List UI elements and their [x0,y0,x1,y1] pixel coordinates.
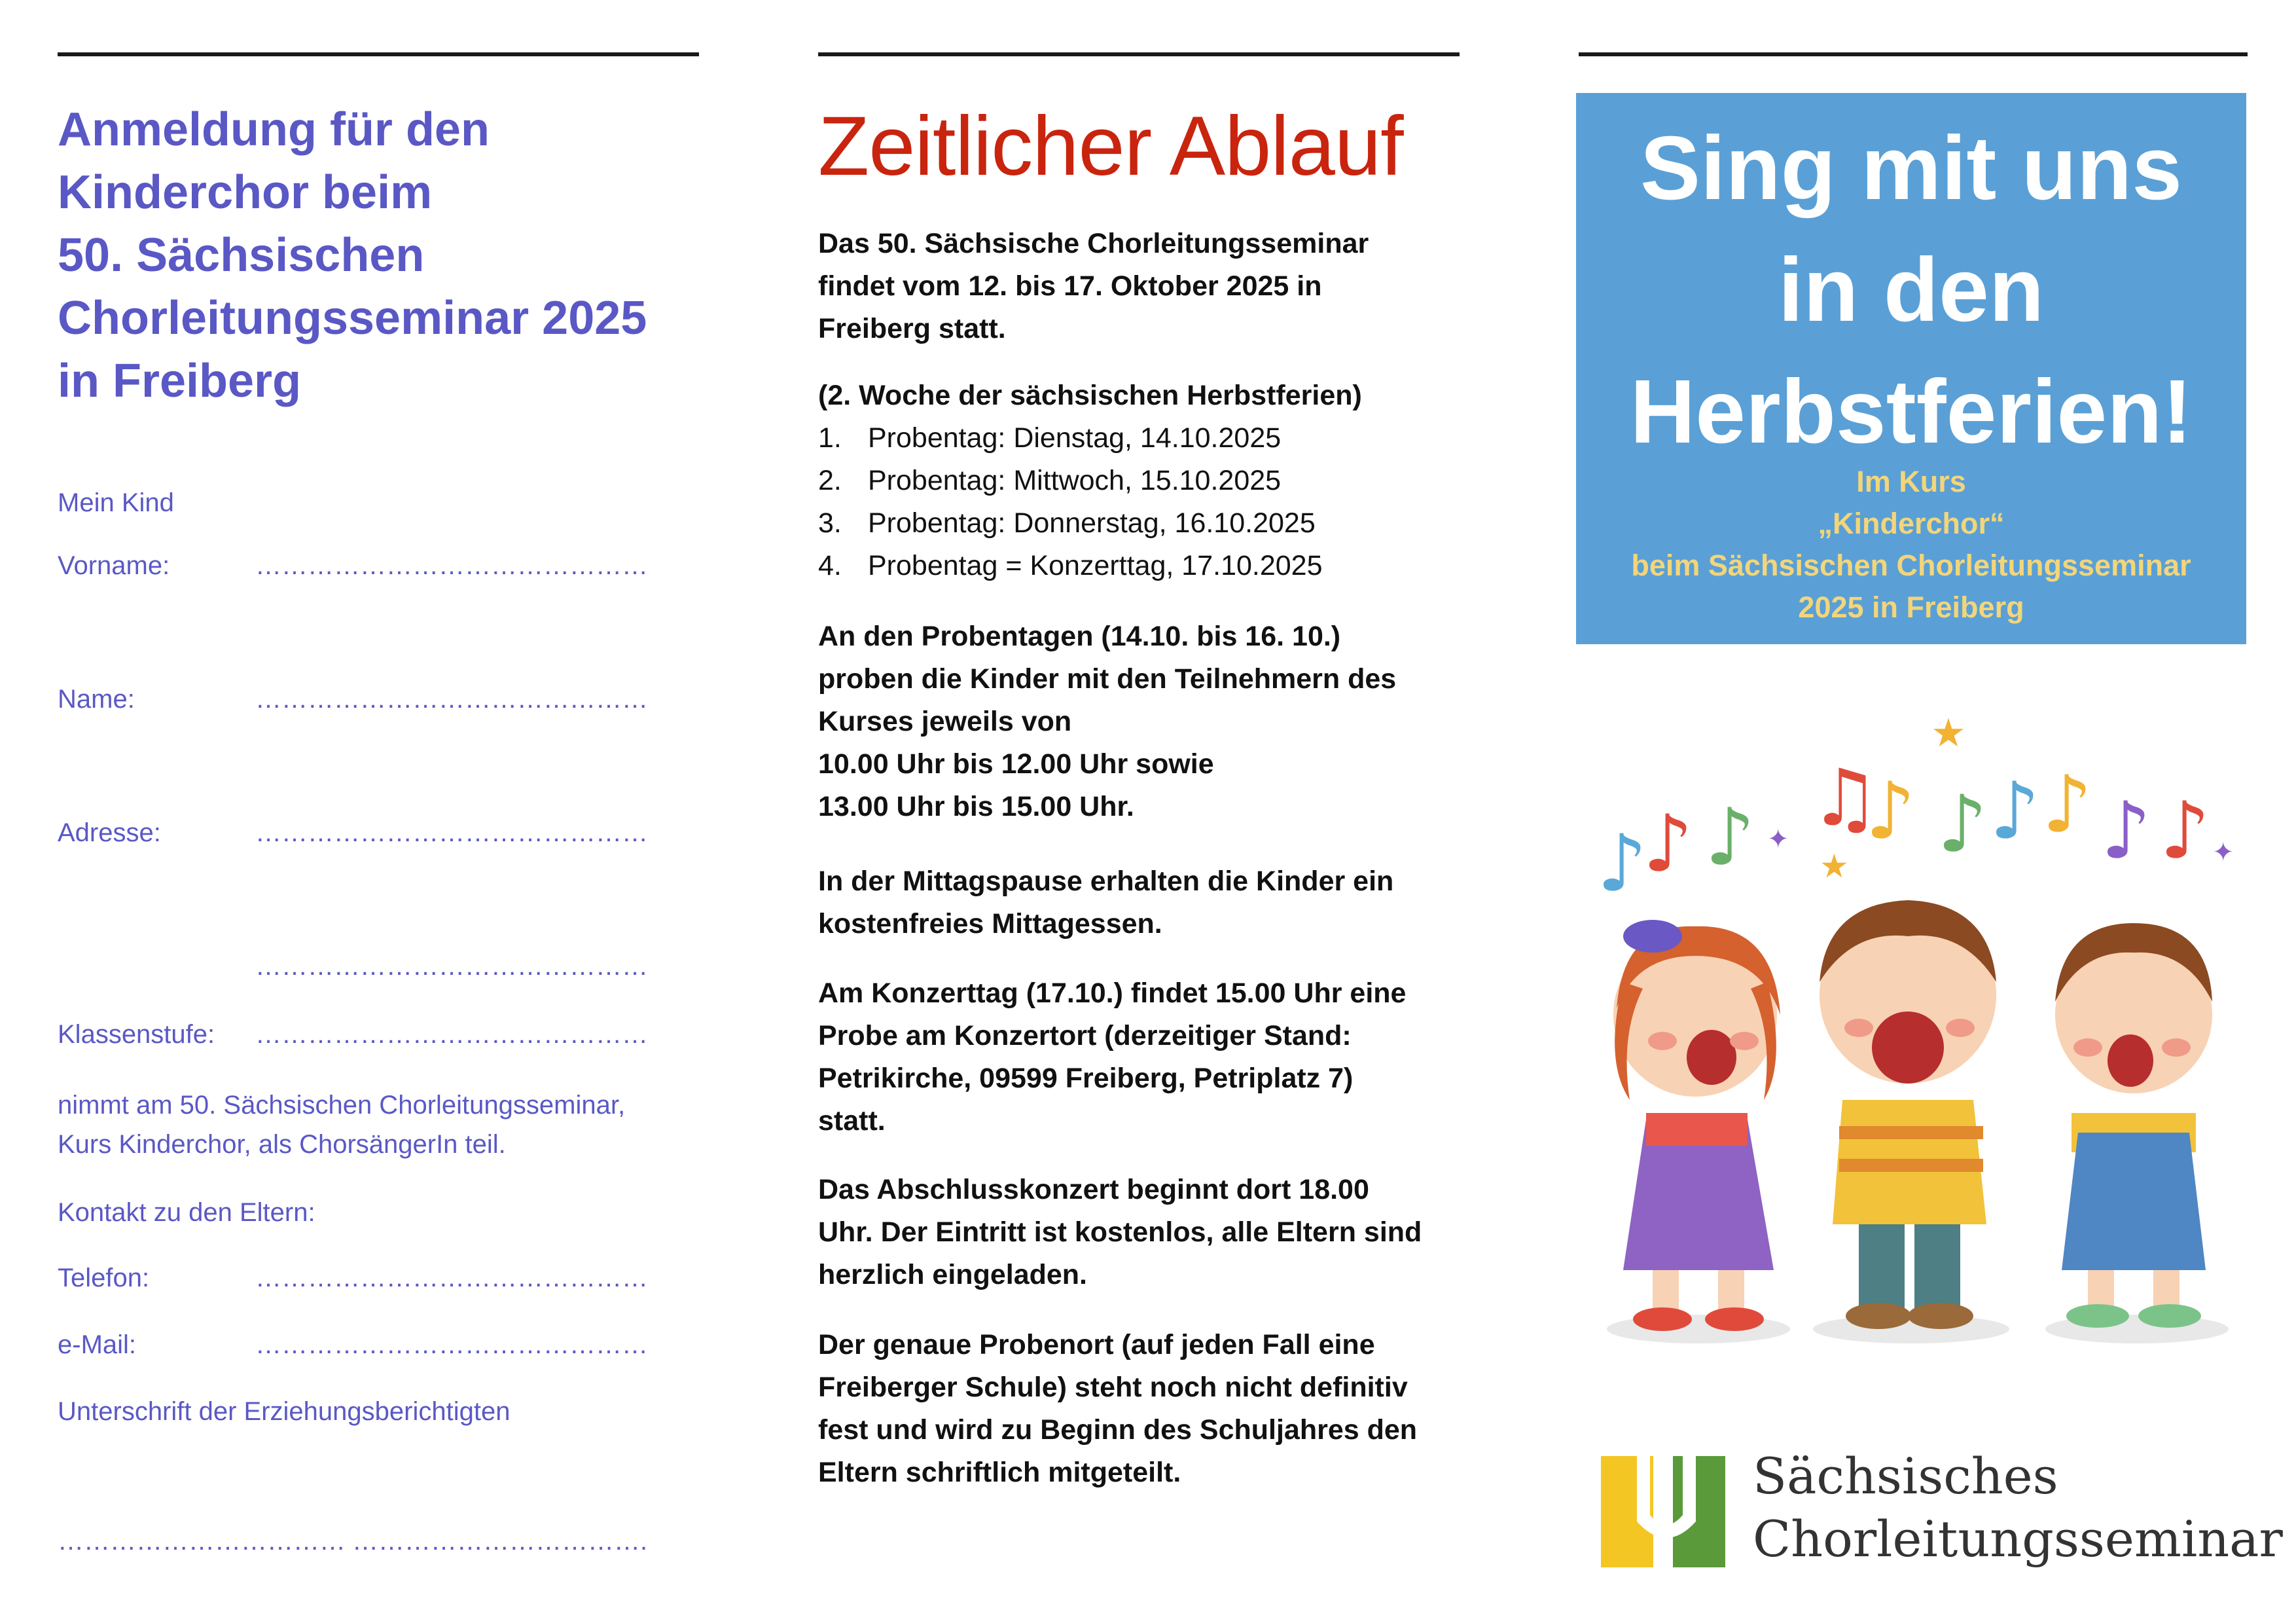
rehearsal-day-text: Probentag: Dienstag, 14.10.2025 [868,422,1282,454]
banner-subline-line: 2025 in Freiberg [1798,591,2024,624]
logo-line-1: Sächsisches [1753,1447,2058,1505]
rehearsal-day-item [818,460,1473,502]
field-label: e-Mail: [58,1330,137,1359]
banner-subline-line: „Kinderchor“ [1818,507,2005,540]
svg-text:♪: ♪ [1865,766,1916,857]
svg-text:♪: ♪ [1705,792,1755,883]
logo-line-2: Chorleitungsseminar [1753,1510,2283,1568]
svg-text:♪: ♪ [1643,799,1693,890]
name-fill-line[interactable]: ……………………………………… [255,685,648,714]
rehearsal-day-text: Probentag: Mittwoch, 15.10.2025 [868,465,1282,496]
field-label: Name: [58,685,135,714]
paragraph-line: 10.00 Uhr bis 12.00 Uhr sowie [818,748,1214,780]
field-label: Telefon: [58,1264,150,1292]
paragraph-line: Petrikirche, 09599 Freiberg, Petriplatz 7) [818,1063,1354,1094]
svg-text:♪: ♪ [1597,818,1647,909]
promo-banner [1576,93,2246,644]
signature-label: Unterschrift der Erziehungsberichtigten [58,1397,511,1426]
participation-line: nimmt am 50. Sächsischen Chorleitungsseminar, [58,1091,626,1120]
paragraph-line: findet vom 12. bis 17. Oktober 2025 in [818,270,1322,302]
list-number: 4. [818,550,842,581]
schedule-week-note: (2. Woche der sächsischen Herbstferien) [818,380,1362,411]
schedule-paragraph-concert-rehearsal [818,972,1473,1142]
list-number: 2. [818,465,842,496]
paragraph-line: fest und wird zu Beginn des Schuljahres den [818,1414,1418,1446]
list-number: 3. [818,507,842,539]
banner-headline [1576,107,2246,473]
logo-mark-icon [1601,1456,1732,1567]
paragraph-line: Eltern schriftlich mitgeteilt. [818,1457,1181,1488]
email-fill-line[interactable]: ……………………………………… [255,1330,648,1359]
left-top-rule [58,52,699,56]
schedule-heading: Zeitlicher Ablauf [818,100,1403,193]
field-label: Adresse: [58,818,161,847]
svg-text:✦: ✦ [1767,824,1789,854]
field-label: Klassenstufe: [58,1020,215,1049]
boy-yellow-shirt-figure-icon [1813,900,2009,1343]
svg-text:♪: ♪ [2042,759,2092,850]
registration-title-line: Anmeldung für den [58,103,490,156]
music-notes-icon [1597,710,2234,909]
klassenstufe-fill-line[interactable]: ……………………………………… [255,1020,648,1049]
paragraph-line: proben die Kinder mit den Teilnehmern des [818,663,1397,695]
svg-text:♪: ♪ [1990,766,2040,857]
adresse-second-fill-line[interactable]: ……………………………………… [255,952,648,981]
rehearsal-day-list [818,417,1473,587]
paragraph-line: Der genaue Probenort (auf jeden Fall eine [818,1329,1375,1360]
schedule-paragraph-final-concert [818,1169,1473,1296]
paragraph-line: Das Abschlusskonzert beginnt dort 18.00 [818,1174,1369,1205]
svg-text:♫: ♫ [1810,753,1880,844]
paragraph-line: Uhr. Der Eintritt ist kostenlos, alle Eltern sind [818,1216,1422,1248]
registration-title-line: 50. Sächsischen [58,229,425,282]
paragraph-line: Freiberg statt. [818,313,1006,344]
rehearsal-day-text: Probentag: Donnerstag, 16.10.2025 [868,507,1316,539]
paragraph-line: 13.00 Uhr bis 15.00 Uhr. [818,791,1134,822]
paragraph-line: statt. [818,1105,886,1137]
signature-line[interactable]: ……………………………. [352,1527,648,1556]
banner-headline-line: Herbstferien! [1630,361,2193,462]
schedule-paragraph-location [818,1324,1473,1494]
schedule-paragraph-lunch [818,860,1473,945]
paragraph-line: Probe am Konzertort (derzeitiger Stand: [818,1020,1352,1051]
paragraph-line: Am Konzerttag (17.10.) findet 15.00 Uhr eine [818,977,1407,1009]
paragraph-line: herzlich eingeladen. [818,1259,1087,1290]
paragraph-line: Freiberger Schule) steht noch nicht definitiv [818,1372,1408,1403]
rehearsal-day-text: Probentag = Konzerttag, 17.10.2025 [868,550,1323,581]
girl-figure-icon [1607,920,1790,1343]
paragraph-line: An den Probentagen (14.10. bis 16. 10.) [818,621,1341,652]
banner-headline-line: in den [1778,240,2045,340]
banner-subline-line: beim Sächsischen Chorleitungsseminar [1631,549,2191,582]
svg-text:★: ★ [1931,710,1966,756]
chorleitungsseminar-logo [1601,1447,2283,1578]
banner-subline [1576,461,2246,629]
paragraph-line: Das 50. Sächsische Chorleitungsseminar [818,228,1369,259]
banner-subline-line: Im Kurs [1856,465,1966,498]
svg-text:✦: ✦ [2212,837,2234,867]
schedule-paragraph-intro [818,223,1473,350]
boy-overalls-figure-icon [2045,923,2229,1343]
middle-top-rule [818,52,1460,56]
banner-headline-line: Sing mit uns [1640,118,2182,219]
paragraph-line: In der Mittagspause erhalten die Kinder ein [818,866,1394,897]
vorname-fill-line[interactable]: ……………………………………… [255,551,648,580]
participation-line: Kurs Kinderchor, als ChorsängerIn teil. [58,1130,506,1159]
rehearsal-day-item [818,417,1473,460]
right-top-rule [1579,52,2248,56]
registration-title-line: Chorleitungsseminar 2025 [58,292,647,344]
registration-title-line: Kinderchor beim [58,166,433,219]
registration-title-line: in Freiberg [58,355,302,407]
svg-text:♪: ♪ [2160,786,2210,877]
signature-date-line[interactable]: …………………………… [58,1527,346,1556]
list-number: 1. [818,422,842,454]
paragraph-line: kostenfreies Mittagessen. [818,908,1162,939]
rehearsal-day-item [818,545,1473,587]
registration-title [58,98,647,412]
svg-text:♪: ♪ [2101,786,2151,877]
field-label: Vorname: [58,551,170,580]
form-intro: Mein Kind [58,488,174,517]
svg-text:★: ★ [1820,847,1849,885]
svg-text:♪: ♪ [1937,779,1988,870]
contact-heading: Kontakt zu den Eltern: [58,1198,315,1227]
telefon-fill-line[interactable]: ……………………………………… [255,1264,648,1292]
singing-children-illustration [1584,707,2245,1362]
schedule-paragraph-times [818,615,1473,828]
rehearsal-day-item [818,502,1473,545]
adresse-fill-line[interactable]: ……………………………………… [255,818,648,847]
paragraph-line: Kurses jeweils von [818,706,1072,737]
